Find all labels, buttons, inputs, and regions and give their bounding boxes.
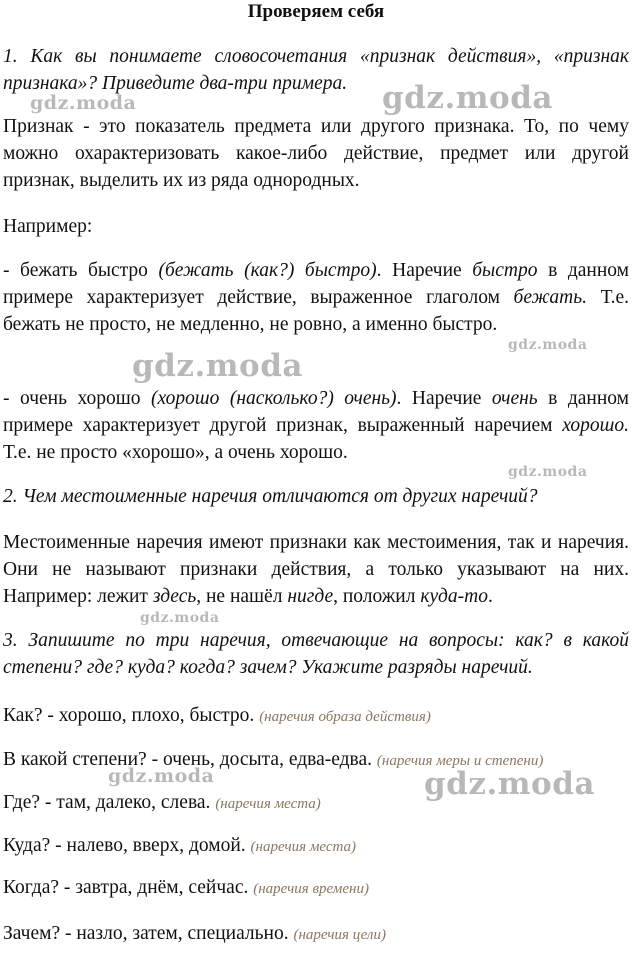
answer-2-example: куда-то: [420, 586, 488, 607]
answer-1-definition: Признак - это показатель предмета или другого признака. То, по чему можно охарактеризовать какое-либо действие, предмет или другой признак, выделить их из ряда однородных.: [3, 116, 629, 191]
list-item-text: В какой степени? - очень, досыта, едва-едва.: [3, 749, 373, 770]
page-title: Проверяем себя: [247, 1, 385, 22]
example-1-part: . Наречие: [376, 260, 473, 281]
list-item: [3, 874, 629, 903]
example-2-analysis: (хорошо (насколько?) очень): [150, 388, 397, 409]
list-item-note: (наречия меры и степени): [376, 753, 544, 769]
list-item-note: (наречия цели): [293, 927, 386, 943]
list-item: [3, 920, 629, 949]
question-3: 3. Запишите по три наречия, отвечающие на вопросы: как? в какой степени? где? куда? когда? зачем? Укажите разряды наречий.: [3, 630, 629, 678]
answer-2-part: Местоименные наречия имеют признаки как местоимения, так и наречия. Они не называют признаки действия, а только указывают на них. Например: лежит: [3, 532, 629, 607]
list-item-text: Как? - хорошо, плохо, быстро.: [3, 705, 255, 726]
example-2-part: . Наречие: [396, 388, 492, 409]
example-1-part: Т.е. бежать не просто, не медленно, не ровно, а именно быстро.: [3, 287, 629, 335]
list-item: [3, 832, 629, 861]
example-2-adverb: очень: [491, 388, 538, 409]
watermark: gdz.moda: [132, 348, 303, 384]
answer-2: [3, 529, 629, 610]
watermark: gdz.moda: [108, 765, 215, 787]
example-2-part: в данном примере характеризует другой признак, выраженный наречием: [3, 388, 630, 436]
watermark: gdz.moda: [424, 766, 595, 802]
list-item-note: (наречия места): [250, 839, 357, 855]
list-item-text: Куда? - налево, вверх, домой.: [3, 835, 246, 856]
answer-2-part: , не нашёл: [196, 586, 288, 607]
question-2: 2. Чем местоименные наречия отличаются от других наречий?: [3, 486, 538, 507]
watermark: gdz.moda: [508, 337, 588, 353]
list-item-text: Зачем? - назло, затем, специально.: [3, 923, 289, 944]
example-1-part: - бежать быстро: [3, 260, 159, 281]
question-1: 1. Как вы понимаете словосочетания «признак действия», «признак признака»? Приведите два-три примера.: [3, 46, 629, 94]
example-1: [3, 257, 629, 338]
list-item-note: (наречия времени): [253, 881, 369, 897]
example-1-analysis: (бежать (как?) быстро): [158, 260, 377, 281]
example-1-verb: бежать.: [513, 287, 587, 308]
answer-2-part: , положил: [333, 586, 421, 607]
watermark: gdz.moda: [30, 92, 137, 114]
example-intro: Например:: [3, 216, 93, 237]
example-1-part: в данном примере характеризует действие, выраженное глаголом: [3, 260, 629, 308]
watermark: gdz.moda: [382, 80, 553, 116]
answer-2-example: нигде: [287, 586, 334, 607]
example-2-word: хорошо.: [562, 415, 629, 436]
example-2: [3, 385, 629, 466]
list-item-text: Когда? - завтра, днём, сейчас.: [3, 877, 249, 898]
watermark: gdz.moda: [508, 464, 588, 480]
list-item-text: Где? - там, далеко, слева.: [3, 792, 211, 813]
answer-2-part: .: [488, 586, 493, 607]
example-2-part: Т.е. не просто «хорошо», а очень хорошо.: [3, 442, 348, 463]
example-2-part: - очень хорошо: [3, 388, 151, 409]
watermark: gdz.moda: [140, 610, 220, 626]
example-1-adverb: быстро: [472, 260, 538, 281]
list-item-note: (наречия места): [215, 796, 321, 812]
list-item: [3, 702, 629, 731]
list-item-note: (наречия образа действия): [259, 709, 431, 725]
answer-2-example: здесь: [152, 586, 197, 607]
